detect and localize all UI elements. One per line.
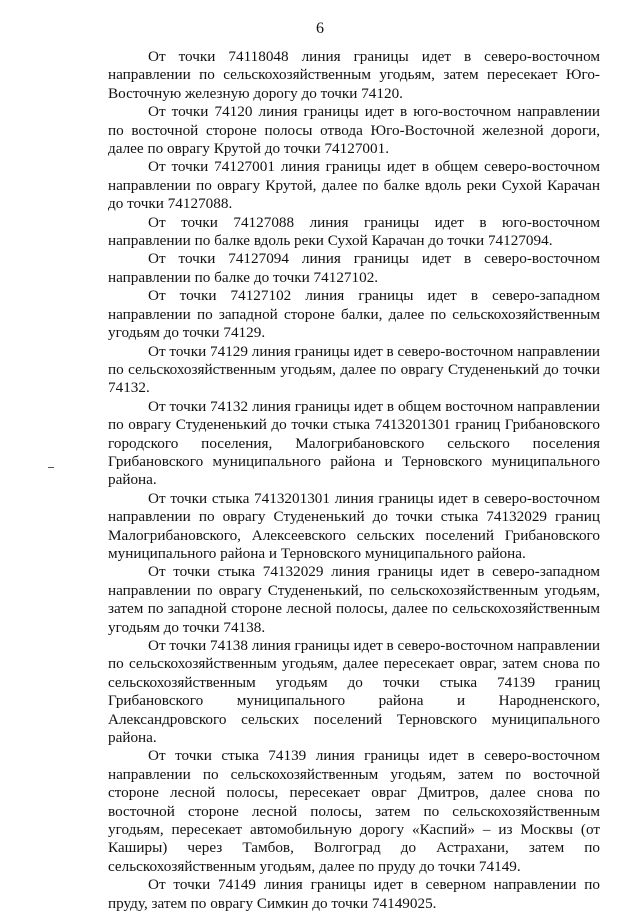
paragraph-8: От точки 74132 линия границы идет в общем восточном направлении по оврагу Студененький до точки стыка 7413201301 границ Грибановского городского поселения, Малогрибановского сельского поселения Грибановского муниципального района и Терновского муниципального района. — [108, 397, 600, 489]
margin-mark — [48, 467, 54, 468]
paragraph-7: От точки 74129 линия границы идет в северо-восточном направлении по сельскохозяйственным угодьям, далее по оврагу Студененький до точки 74132. — [108, 342, 600, 397]
page-number: 6 — [316, 20, 324, 37]
paragraph-2: От точки 74120 линия границы идет в юго-восточном направлении по восточной стороне полосы отвода Юго-Восточной железной дороги, далее по оврагу Крутой до точки 74127001. — [108, 103, 600, 158]
paragraph-5: От точки 74127094 линия границы идет в северо-восточном направлении по балке до точки 74127102. — [108, 250, 600, 286]
paragraph-11: От точки 74138 линия границы идет в северо-восточном направлении по сельскохозяйственным угодьям, далее пересекает овраг, затем снова по сельскохозяйственным угодьям до точки стыка 74139 границ Грибановского муниципального района и Народненского, Александровского сельских поселений Терновского муниципального района. — [108, 637, 600, 747]
paragraph-6: От точки 74127102 линия границы идет в северо-западном направлении по западной стороне балки, далее по сельскохозяйственным угодьям до точки 74129. — [108, 287, 600, 342]
paragraph-1: От точки 74118048 линия границы идет в северо-восточном направлении по сельскохозяйственным угодьям, затем пересекает Юго-Восточную железную дорогу до точки 74120. — [108, 48, 600, 102]
paragraph-3: От точки 74127001 линия границы идет в общем северо-восточном направлении по оврагу Крутой, далее по балке вдоль реки Сухой Карачан до точки 74127088. — [108, 158, 600, 213]
paragraph-13: От точки 74149 линия границы идет в северном направлении по пруду, затем по оврагу Симкин до точки 74149025. — [108, 876, 600, 912]
paragraph-4: От точки 74127088 линия границы идет в юго-восточном направлении по балке вдоль реки Сухой Карачан до точки 74127094. — [108, 213, 600, 250]
document-body — [108, 48, 600, 913]
paragraph-12: От точки стыка 74139 линия границы идет в северо-восточном направлении по сельскохозяйственным угодьям, затем по восточной стороне лесной полосы, пересекает овраг Дмитров, далее снова по восточной стороне лесной полосы, затем по сельскохозяйственным угодьям, пересекает автомобильную дорогу «Каспий» – из Москвы (от Каширы) через Тамбов, Волгоград до Астрахани, затем по сельскохозяйственным угодьям, далее по пруду до точки 74149. — [108, 747, 600, 875]
paragraph-9: От точки стыка 7413201301 линия границы идет в северо-восточном направлении по оврагу Студененький до точки стыка 74132029 границ Малогрибановского, Алексеевского сельских поселений Грибановского муниципального района и Терновского муниципального района. — [108, 489, 600, 562]
paragraph-10: От точки стыка 74132029 линия границы идет в северо-западном направлении по оврагу Студененький, по сельскохозяйственным угодьям, затем по западной стороне лесной полосы, далее по сельскохозяйственным угодьям до точки 74138. — [108, 563, 600, 636]
